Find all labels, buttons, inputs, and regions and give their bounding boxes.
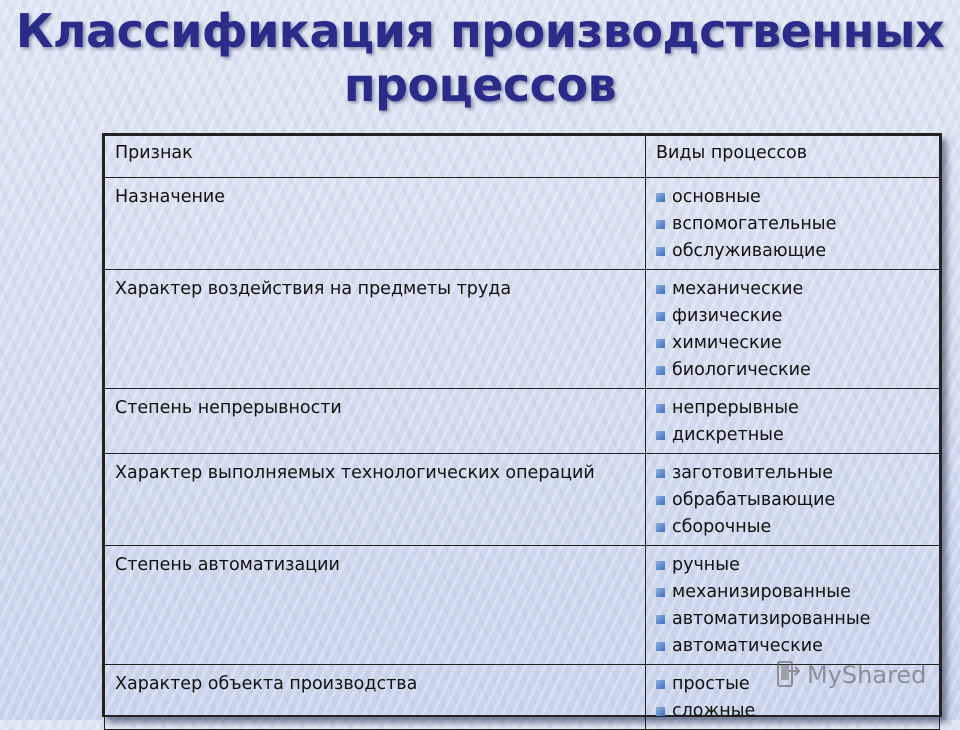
bullet-icon [656, 247, 665, 256]
bullet-icon [656, 496, 665, 505]
bullet-icon [656, 523, 665, 532]
list-item: основные [656, 184, 929, 211]
watermark-text: MyShared [807, 661, 927, 689]
list-item: обслуживающие [656, 238, 929, 265]
row-feature: Характер выполняемых технологических операций [105, 454, 646, 546]
row-types [646, 454, 940, 546]
row-feature: Характер воздействия на предметы труда [105, 270, 646, 389]
list-item: сборочные [656, 514, 929, 541]
bullet-icon [656, 366, 665, 375]
list-item: автоматические [656, 633, 929, 660]
list-item: механизированные [656, 579, 929, 606]
row-feature: Назначение [105, 178, 646, 270]
list-item: простые [656, 671, 929, 698]
list-item: обрабатывающие [656, 487, 929, 514]
bullet-icon [656, 312, 665, 321]
row-feature: Степень непрерывности [105, 389, 646, 454]
list-item: ручные [656, 552, 929, 579]
bullet-icon [656, 615, 665, 624]
bullet-icon [656, 707, 665, 716]
bullet-icon [656, 220, 665, 229]
table-row [105, 270, 940, 389]
header-feature: Признак [105, 136, 646, 178]
table-row [105, 178, 940, 270]
list-item: сложные [656, 698, 929, 725]
list-item: дискретные [656, 422, 929, 449]
classification-table-container [102, 133, 942, 721]
table-row [105, 389, 940, 454]
table-header-row [105, 136, 940, 178]
table-row [105, 546, 940, 665]
bullet-icon [656, 680, 665, 689]
list-item: физические [656, 303, 929, 330]
list-item: непрерывные [656, 395, 929, 422]
bullet-icon [656, 431, 665, 440]
row-types [646, 389, 940, 454]
list-item: вспомогательные [656, 211, 929, 238]
list-item: автоматизированные [656, 606, 929, 633]
row-types [646, 546, 940, 665]
row-types [646, 270, 940, 389]
page-title: Классификация производственных процессов [15, 4, 945, 112]
list-item: механические [656, 276, 929, 303]
bullet-icon [656, 588, 665, 597]
list-item: заготовительные [656, 460, 929, 487]
bullet-icon [656, 469, 665, 478]
bullet-icon [656, 561, 665, 570]
bullet-icon [656, 339, 665, 348]
bullet-icon [656, 404, 665, 413]
list-item: химические [656, 330, 929, 357]
classification-table [104, 135, 940, 730]
bullet-icon [656, 193, 665, 202]
table-row [105, 454, 940, 546]
list-item: биологические [656, 357, 929, 384]
header-types: Виды процессов [646, 136, 940, 178]
watermark [775, 660, 926, 690]
row-types [646, 178, 940, 270]
bullet-icon [656, 285, 665, 294]
mobile-share-icon [775, 661, 801, 689]
row-feature: Степень автоматизации [105, 546, 646, 665]
row-feature: Характер объекта производства [105, 665, 646, 730]
bullet-icon [656, 642, 665, 651]
